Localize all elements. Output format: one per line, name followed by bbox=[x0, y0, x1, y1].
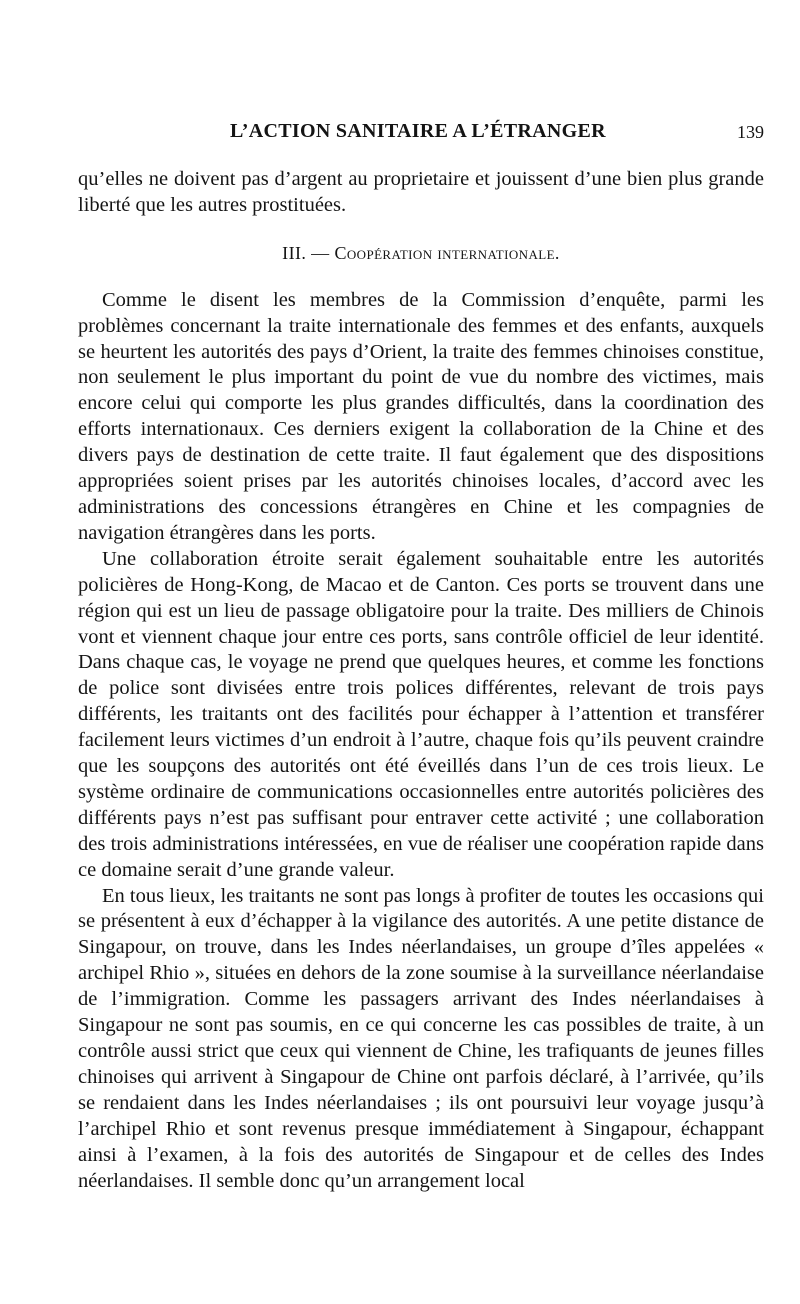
running-title: L’ACTION SANITAIRE A L’ÉTRANGER bbox=[230, 120, 606, 142]
continuation-paragraph: qu’elles ne doivent pas d’argent au proprietaire et jouissent d’une bien plus grande liberté que les autres prostituées. bbox=[78, 168, 764, 216]
running-header bbox=[78, 118, 764, 148]
section-title: Coopération internationale. bbox=[334, 242, 560, 263]
paragraph: Comme le disent les membres de la Commission d’enquête, parmi les problèmes concernant la traite internationale des femmes et des enfants, auxquels se heurtent les autorités des pays d’Orient, la traite des femmes chinoises constitue, non seulement le plus important du point de vue du nombre des victimes, mais encore celui qui comporte les plus grandes difficultés, dans la coordination des efforts internationaux. Ces derniers exigent la collaboration de la Chine et des divers pays de destination de cette traite. Il faut également que des dispositions appropriées soient prises par les autorités chinoises locales, d’accord avec les administrations des concessions étrangères en Chine et les compagnies de navigation étrangères dans les ports. bbox=[78, 288, 764, 544]
section-heading bbox=[78, 241, 764, 267]
section-numeral: III. — bbox=[282, 242, 330, 263]
body-text bbox=[78, 167, 764, 1194]
paragraph: En tous lieux, les traitants ne sont pas longs à profiter de toutes les occasions qui se présentent à eux d’échapper à la vigilance des autorités. A une petite distance de Singapour, on trouve, dans les Indes néerlandaises, un groupe d’îles appelées « archipel Rhio », situées en dehors de la zone soumise à la surveillance néerlandaise de l’immigration. Comme les passagers arrivant des Indes néerlandaises à Singapour ne sont pas soumis, en ce qui concerne les cas possibles de traite, à un contrôle aussi strict que ceux qui viennent de Chine, les trafiquants de jeunes filles chinoises qui arrivent à Singapour de Chine ont parfois déclaré, à l’arrivée, qu’ils se rendaient dans les Indes néerlandaises ; ils ont poursuivi leur voyage jusqu’à l’archipel Rhio et sont revenus presque immédiatement à Singapour, échappant ainsi à l’examen, à la fois des autorités de Singapour et de celles des Indes néerlandaises. Il semble donc qu’un arrangement local bbox=[78, 884, 764, 1192]
paragraph: Une collaboration étroite serait également souhaitable entre les autorités policières de Hong-Kong, de Macao et de Canton. Ces ports se trouvent dans une région qui est un lieu de passage obligatoire pour la traite. Des milliers de Chinois vont et viennent chaque jour entre ces ports, sans contrôle officiel de leur identité. Dans chaque cas, le voyage ne prend que quelques heures, et comme les fonctions de police sont divisées entre trois polices différentes, relevant de trois pays différents, les traitants ont des facilités pour échapper à l’attention et transférer facilement leurs victimes d’un endroit à l’autre, chaque fois qu’ils peuvent craindre que les soupçons des autorités ont été éveillés dans l’un de ces trois lieux. Le système ordinaire de communications occasionnelles entre autorités policières des différents pays n’est pas suffisant pour entraver cette activité ; une collaboration des trois administrations intéressées, en vue de réaliser une coopération rapide dans ce domaine serait d’une grande valeur. bbox=[78, 547, 764, 881]
page-number: 139 bbox=[737, 122, 764, 142]
